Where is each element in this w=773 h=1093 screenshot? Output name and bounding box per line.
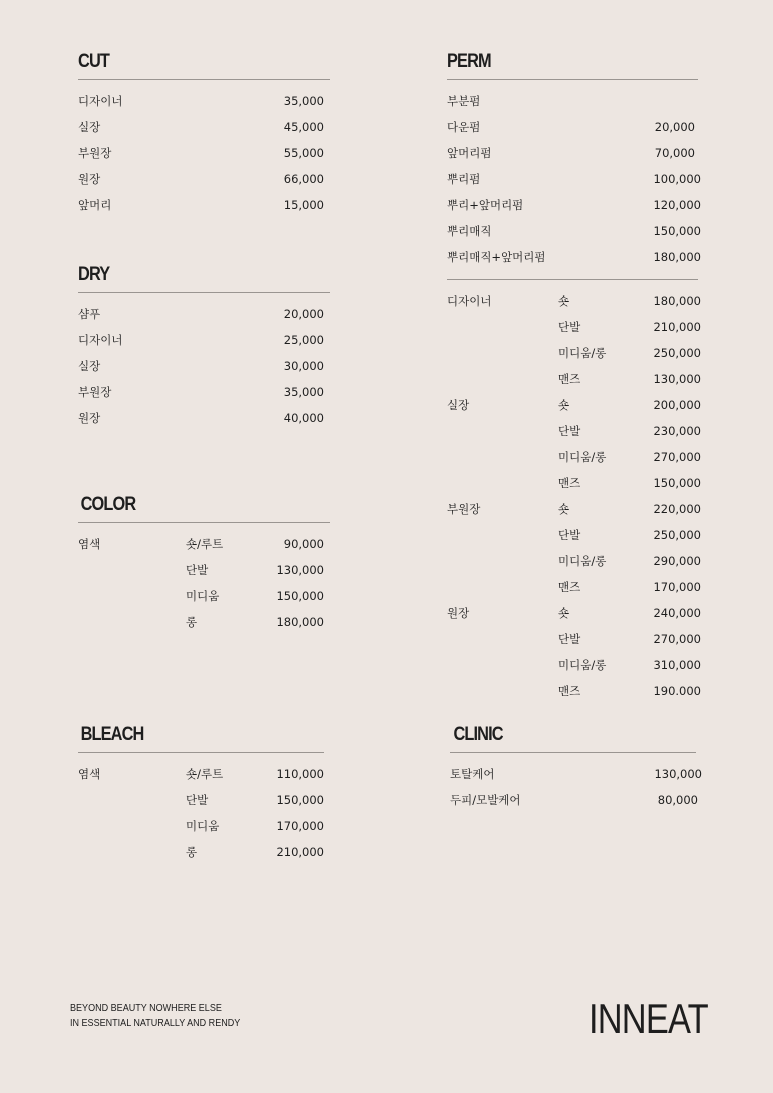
- bleach-row: [78, 813, 324, 839]
- tagline-line-1: BEYOND BEAUTY NOWHERE ELSE: [70, 1002, 222, 1014]
- dry-row: [78, 301, 330, 327]
- item-name: 디자이너: [78, 333, 123, 347]
- item-name: 원장: [78, 411, 101, 425]
- perm-designer-row: [447, 574, 701, 600]
- perm-designer-row: [447, 366, 701, 392]
- item-price: 170,000: [276, 819, 324, 833]
- item-price: 110,000: [276, 767, 324, 781]
- cut-divider: [78, 79, 330, 80]
- item-name: 앞머리펌: [447, 146, 492, 160]
- item-price: 150,000: [276, 793, 324, 807]
- color-row: [78, 531, 330, 557]
- item-price: 270,000: [653, 450, 701, 464]
- item-length: 숏/루트: [186, 537, 224, 551]
- bleach-title: BLEACH: [80, 724, 144, 745]
- item-length: 롱: [186, 845, 198, 859]
- perm-title: PERM: [447, 51, 491, 72]
- item-length: 숏: [558, 398, 570, 412]
- item-price: 20,000: [654, 120, 695, 134]
- perm-designer-row: [447, 470, 701, 496]
- item-price: 310,000: [653, 658, 701, 672]
- item-price: 20,000: [283, 307, 324, 321]
- item-price: 130,000: [276, 563, 324, 577]
- item-name: 뿌리매직+앞머리펌: [447, 250, 546, 264]
- item-price: 100,000: [653, 172, 701, 186]
- color-divider: [78, 522, 330, 523]
- item-length: 단발: [558, 320, 581, 334]
- item-price: 250,000: [653, 346, 701, 360]
- item-price: 180,000: [653, 294, 701, 308]
- item-name: 부분펌: [447, 94, 481, 108]
- perm-row: [447, 218, 701, 244]
- item-length: 미디움/롱: [558, 346, 607, 360]
- item-price: 80,000: [657, 793, 698, 807]
- brand-logo: INNEAT: [589, 995, 708, 1042]
- item-length: 숏/루트: [186, 767, 224, 781]
- item-price: 130,000: [654, 767, 702, 781]
- clinic-row: [450, 761, 702, 787]
- item-length: 단발: [558, 632, 581, 646]
- item-price: 70,000: [654, 146, 695, 160]
- bleach-row: [78, 787, 324, 813]
- perm-designer-row: [447, 314, 701, 340]
- cut-section: [78, 49, 330, 218]
- perm-section: [447, 49, 701, 704]
- perm-row: [447, 244, 701, 270]
- dry-row: [78, 327, 330, 353]
- item-name: 실장: [78, 359, 101, 373]
- color-title: COLOR: [80, 494, 136, 515]
- bleach-divider: [78, 752, 324, 753]
- cut-row: [78, 114, 330, 140]
- item-price: 250,000: [653, 528, 701, 542]
- dry-divider: [78, 292, 330, 293]
- item-price: 190.000: [653, 684, 701, 698]
- item-price: 220,000: [653, 502, 701, 516]
- item-price: 230,000: [653, 424, 701, 438]
- item-price: 180,000: [653, 250, 701, 264]
- item-length: 단발: [558, 528, 581, 542]
- item-name: 원장: [78, 172, 101, 186]
- item-category: 원장: [447, 606, 470, 620]
- perm-designer-row: [447, 444, 701, 470]
- clinic-title: CLINIC: [453, 724, 503, 745]
- clinic-divider: [450, 752, 696, 753]
- dry-section: [78, 262, 330, 431]
- perm-designer-row: [447, 548, 701, 574]
- clinic-row: [450, 787, 696, 813]
- item-name: 다운펌: [447, 120, 481, 134]
- color-row: [78, 583, 330, 609]
- cut-row: [78, 88, 330, 114]
- item-length: 단발: [558, 424, 581, 438]
- item-length: 미디움/롱: [558, 658, 607, 672]
- item-length: 맨즈: [558, 580, 581, 594]
- color-row: [78, 609, 330, 635]
- clinic-section: [450, 722, 702, 813]
- color-section: [78, 492, 330, 635]
- item-price: 150,000: [276, 589, 324, 603]
- perm-designer-row: [447, 626, 701, 652]
- bleach-row: [78, 839, 324, 865]
- item-price: 290,000: [653, 554, 701, 568]
- item-length: 맨즈: [558, 684, 581, 698]
- item-category: 염색: [78, 767, 101, 781]
- item-length: 롱: [186, 615, 198, 629]
- perm-row: [447, 88, 698, 114]
- item-price: 25,000: [283, 333, 324, 347]
- item-name: 두피/모발케어: [450, 793, 521, 807]
- dry-row: [78, 405, 330, 431]
- perm-designer-row: [447, 678, 701, 704]
- item-price: 15,000: [283, 198, 324, 212]
- item-name: 디자이너: [78, 94, 123, 108]
- item-length: 미디움: [186, 589, 220, 603]
- tagline-line-2: IN ESSENTIAL NATURALLY AND RENDY: [70, 1017, 241, 1029]
- item-length: 단발: [186, 563, 209, 577]
- perm-designer-row: [447, 340, 701, 366]
- perm-designer-row: [447, 496, 701, 522]
- perm-row: [447, 140, 698, 166]
- bleach-row: [78, 761, 324, 787]
- item-name: 토탈케어: [450, 767, 495, 781]
- item-name: 뿌리매직: [447, 224, 492, 238]
- item-length: 숏: [558, 606, 570, 620]
- item-name: 부원장: [78, 385, 112, 399]
- item-price: 30,000: [283, 359, 324, 373]
- perm-row: [447, 166, 701, 192]
- item-name: 앞머리: [78, 198, 112, 212]
- perm-row: [447, 192, 701, 218]
- item-price: 180,000: [276, 615, 324, 629]
- perm-row: [447, 114, 698, 140]
- item-length: 맨즈: [558, 476, 581, 490]
- item-category: 디자이너: [447, 294, 492, 308]
- perm-designer-divider: [447, 279, 698, 280]
- item-price: 270,000: [653, 632, 701, 646]
- item-category: 염색: [78, 537, 101, 551]
- cut-row: [78, 192, 330, 218]
- perm-designer-row: [447, 418, 701, 444]
- dry-title: DRY: [78, 264, 110, 285]
- item-price: 35,000: [283, 385, 324, 399]
- cut-title: CUT: [78, 51, 110, 72]
- item-price: 130,000: [653, 372, 701, 386]
- item-price: 40,000: [283, 411, 324, 425]
- item-price: 210,000: [653, 320, 701, 334]
- color-row: [78, 557, 330, 583]
- item-length: 숏: [558, 502, 570, 516]
- item-length: 미디움: [186, 819, 220, 833]
- item-price: 35,000: [283, 94, 324, 108]
- item-name: 부원장: [78, 146, 112, 160]
- item-price: 150,000: [653, 476, 701, 490]
- perm-designer-row: [447, 600, 701, 626]
- item-price: 170,000: [653, 580, 701, 594]
- perm-designer-row: [447, 652, 701, 678]
- item-name: 뿌리+앞머리펌: [447, 198, 524, 212]
- perm-designer-row: [447, 392, 701, 418]
- cut-row: [78, 140, 330, 166]
- dry-row: [78, 353, 330, 379]
- cut-row: [78, 166, 330, 192]
- item-length: 미디움/롱: [558, 450, 607, 464]
- item-length: 맨즈: [558, 372, 581, 386]
- item-name: 샴푸: [78, 307, 101, 321]
- item-price: 90,000: [283, 537, 324, 551]
- item-category: 실장: [447, 398, 470, 412]
- item-name: 뿌리펌: [447, 172, 481, 186]
- item-price: 200,000: [653, 398, 701, 412]
- item-length: 단발: [186, 793, 209, 807]
- item-price: 210,000: [276, 845, 324, 859]
- item-category: 부원장: [447, 502, 481, 516]
- dry-row: [78, 379, 330, 405]
- perm-designer-row: [447, 288, 701, 314]
- item-name: 실장: [78, 120, 101, 134]
- item-length: 숏: [558, 294, 570, 308]
- footer-tagline: [70, 1001, 240, 1031]
- perm-divider: [447, 79, 698, 80]
- item-price: 66,000: [283, 172, 324, 186]
- item-price: 150,000: [653, 224, 701, 238]
- item-price: 45,000: [283, 120, 324, 134]
- item-price: 55,000: [283, 146, 324, 160]
- perm-designer-row: [447, 522, 701, 548]
- bleach-section: [78, 722, 324, 865]
- item-price: 120,000: [653, 198, 701, 212]
- item-price: 240,000: [653, 606, 701, 620]
- item-length: 미디움/롱: [558, 554, 607, 568]
